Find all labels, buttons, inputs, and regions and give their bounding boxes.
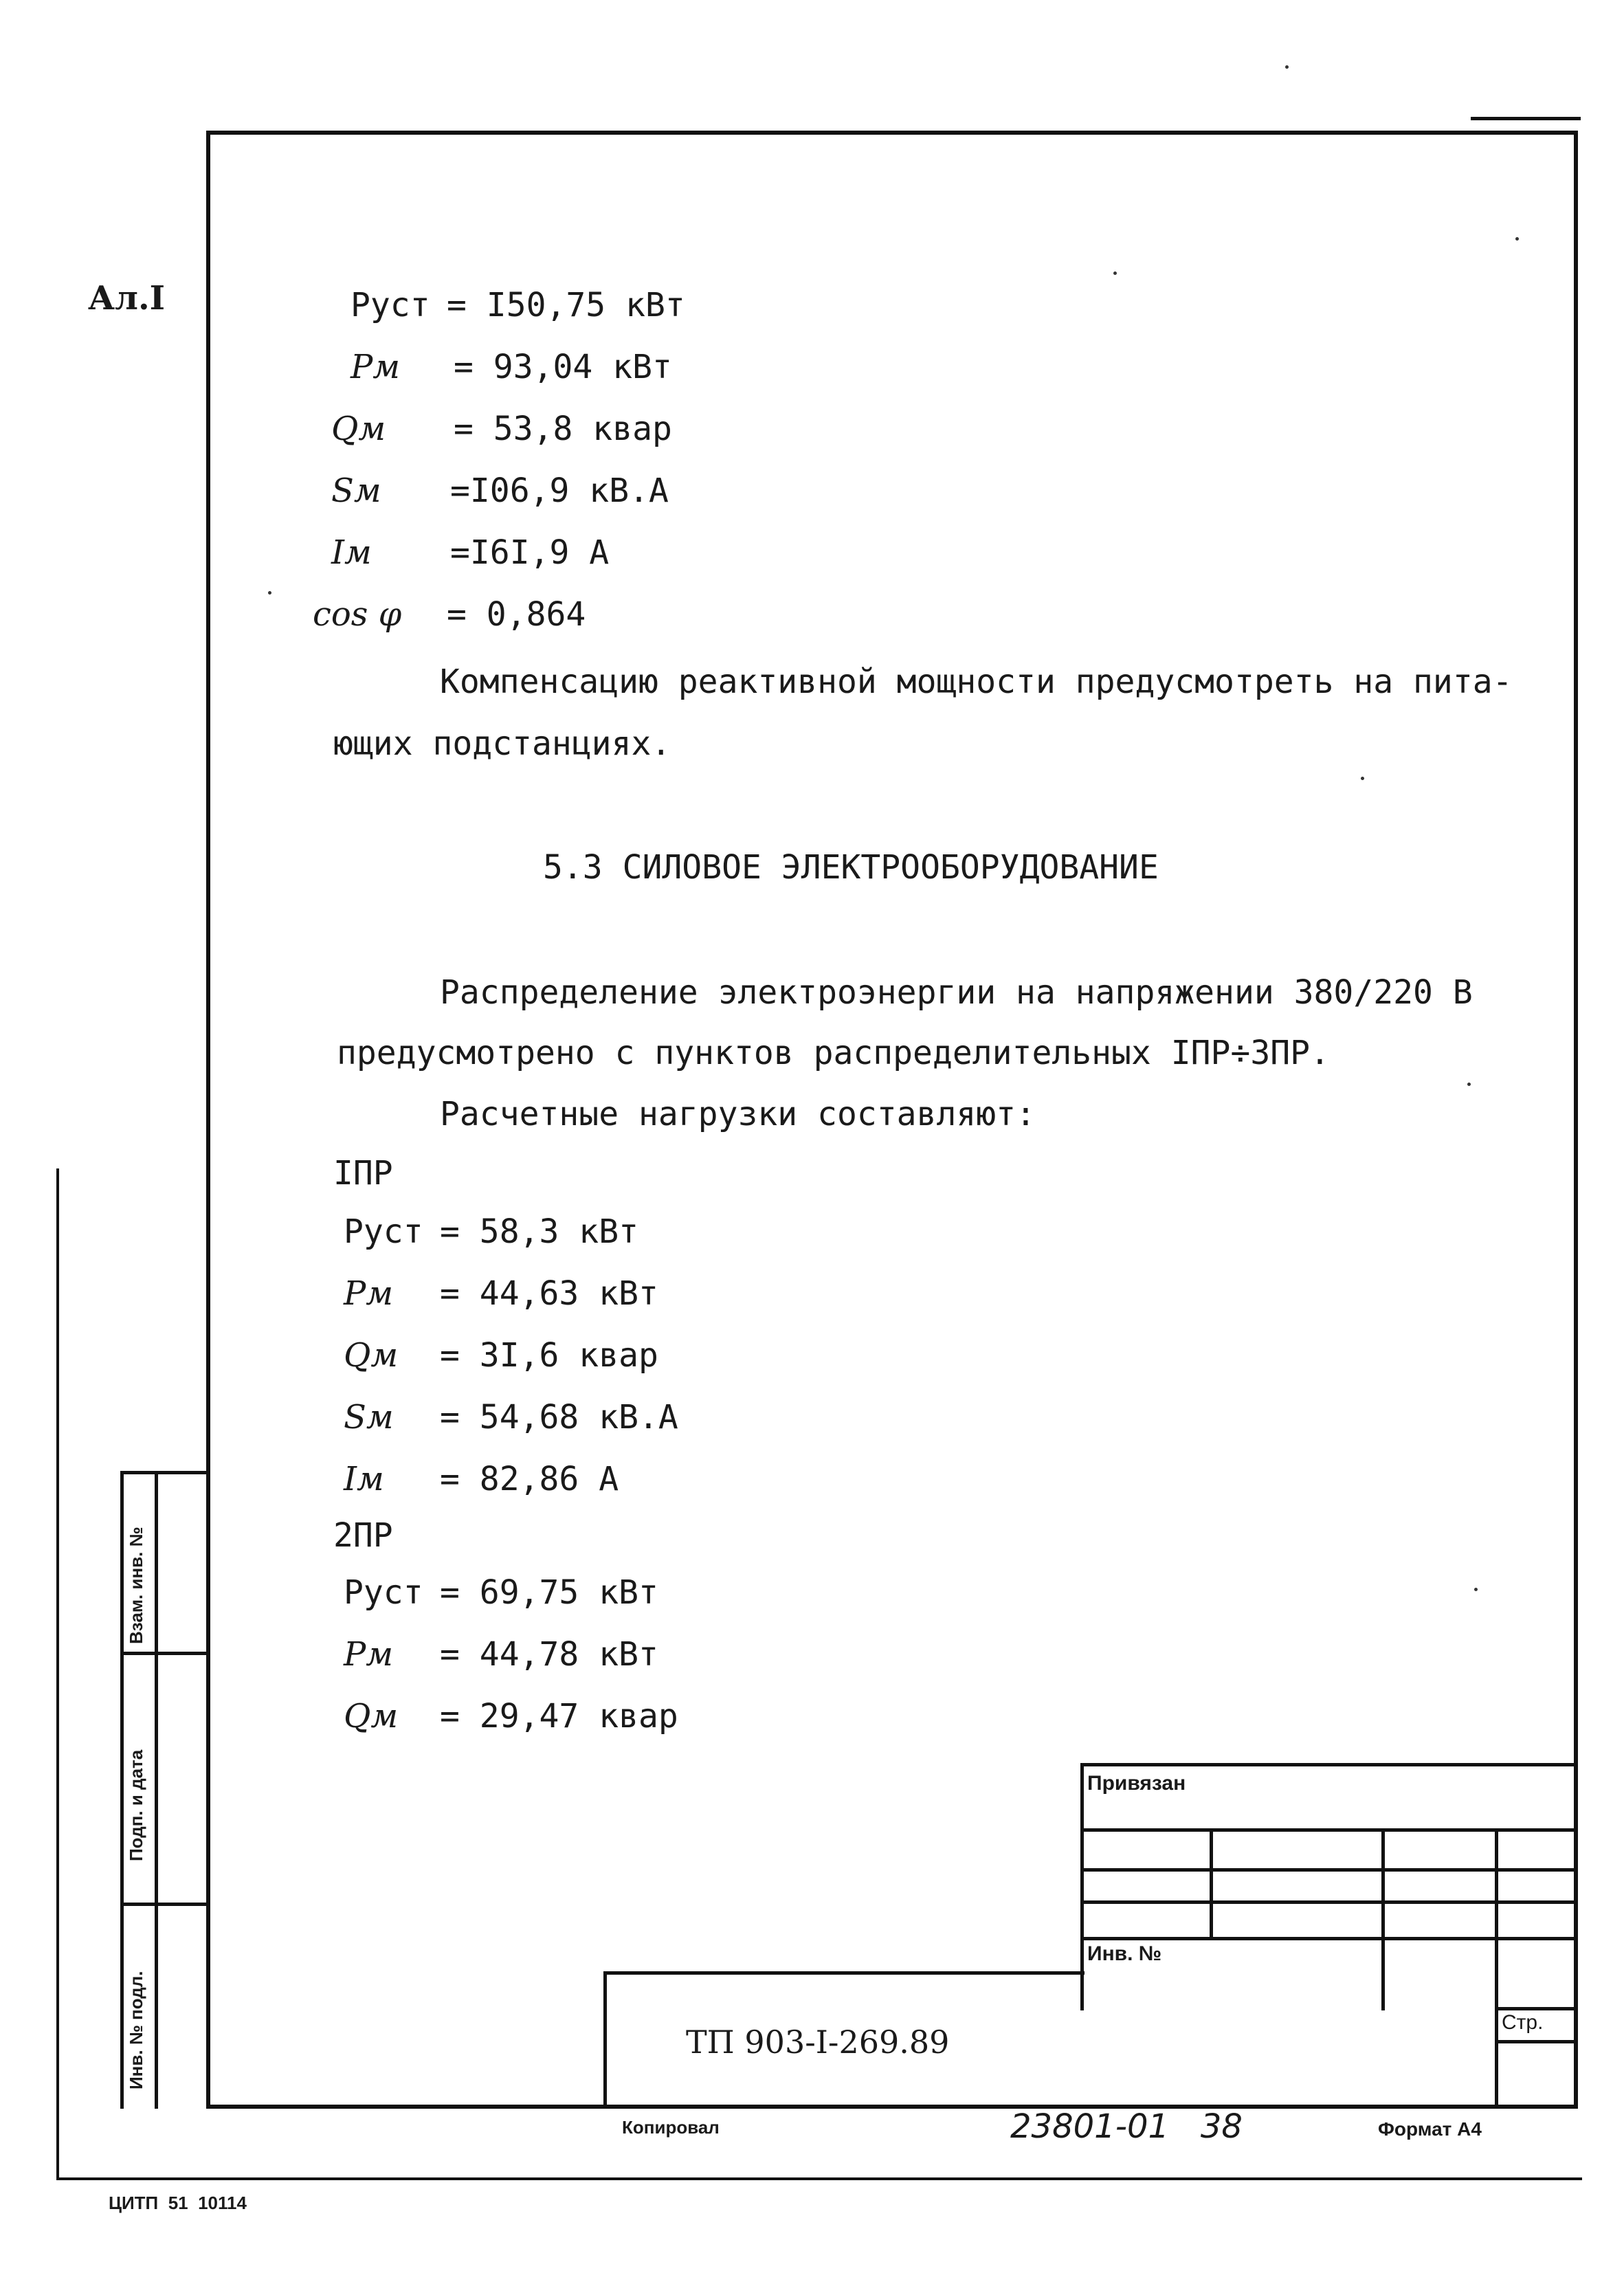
privyazan-label: Привязан	[1087, 1772, 1186, 1795]
param-value: = 82,86 А	[440, 1460, 619, 1498]
param-symbol: Qм	[344, 1697, 399, 1736]
page-label: Стр.	[1502, 2011, 1544, 2034]
printer-code: ЦИТП 51 10114	[109, 2193, 247, 2213]
paragraph-distribution-line1: Распределение электроэнергии на напряжении 380/220 В	[440, 973, 1473, 1012]
param-value: = 44,63 кВт	[440, 1274, 658, 1313]
param-value: =I6I,9 А	[450, 533, 610, 572]
param-value: = 93,04 кВт	[454, 348, 672, 386]
param-value: = 44,78 кВт	[440, 1635, 658, 1674]
scan-speck	[1467, 1083, 1471, 1086]
section-heading: 5.3 СИЛОВОЕ ЭЛЕКТРООБОРУДОВАНИЕ	[543, 848, 1159, 887]
side-stamp-vzam: Взам. инв. №	[126, 1527, 146, 1644]
param-symbol: Qм	[344, 1336, 399, 1375]
paragraph-distribution-line2: предусмотрено с пунктов распределительных IПР÷3ПР.	[337, 1034, 1330, 1072]
scan-speck	[1515, 237, 1519, 241]
param-value: = I50,75 кВт	[447, 286, 685, 324]
scan-speck	[1474, 1588, 1478, 1591]
param-symbol: Руст	[344, 1573, 423, 1612]
param-symbol: Pм	[344, 1274, 394, 1313]
sheet-label: Ал.I	[88, 279, 166, 318]
param-symbol: Pм	[344, 1635, 394, 1674]
paragraph-distribution-line3: Расчетные нагрузки составляют:	[440, 1095, 1036, 1133]
paragraph-compensation-line1: Компенсацию реактивной мощности предусмотреть на пита-	[440, 663, 1513, 701]
param-symbol: Sм	[344, 1398, 394, 1437]
param-value: = 3I,6 квар	[440, 1336, 658, 1375]
format-label: Формат А4	[1378, 2118, 1482, 2140]
scan-speck	[1113, 271, 1117, 275]
scan-speck	[1285, 65, 1289, 69]
param-value: = 69,75 кВт	[440, 1573, 658, 1612]
param-symbol: Iм	[344, 1460, 384, 1498]
scan-speck	[268, 591, 271, 595]
param-symbol: Руст	[344, 1212, 423, 1251]
corner-mark	[1471, 117, 1581, 120]
param-value: = 53,8 квар	[454, 410, 672, 448]
param-symbol: Руст	[351, 286, 430, 324]
param-value: = 54,68 кВ.А	[440, 1398, 678, 1437]
kopiroval-label: Копировал	[622, 2117, 720, 2138]
sheet-edge-bottom	[56, 2177, 1582, 2180]
param-symbol: Qм	[331, 410, 386, 448]
group-label: 2ПР	[333, 1516, 393, 1555]
group-label: IПР	[333, 1154, 393, 1193]
param-symbol: cos φ	[313, 595, 402, 634]
param-value: =I06,9 кВ.А	[450, 472, 669, 510]
side-stamp-inv-podl: Инв. № подл.	[126, 1971, 146, 2089]
side-stamp-podp: Подп. и дата	[126, 1749, 146, 1861]
inv-no-label: Инв. №	[1087, 1942, 1162, 1965]
paragraph-compensation-line2: ющих подстанциях.	[333, 724, 671, 763]
document-code: ТП 903-I-269.89	[686, 2023, 950, 2061]
param-value: = 29,47 квар	[440, 1697, 678, 1736]
param-symbol: Pм	[351, 348, 401, 386]
handwritten-number: 23801-01 38	[1010, 2107, 1243, 2146]
sheet-edge-left	[56, 1168, 59, 2179]
param-value: = 58,3 кВт	[440, 1212, 638, 1251]
param-value: = 0,864	[447, 595, 586, 634]
param-symbol: Sм	[331, 472, 381, 510]
scan-speck	[1361, 777, 1364, 780]
param-symbol: Iм	[331, 533, 372, 572]
